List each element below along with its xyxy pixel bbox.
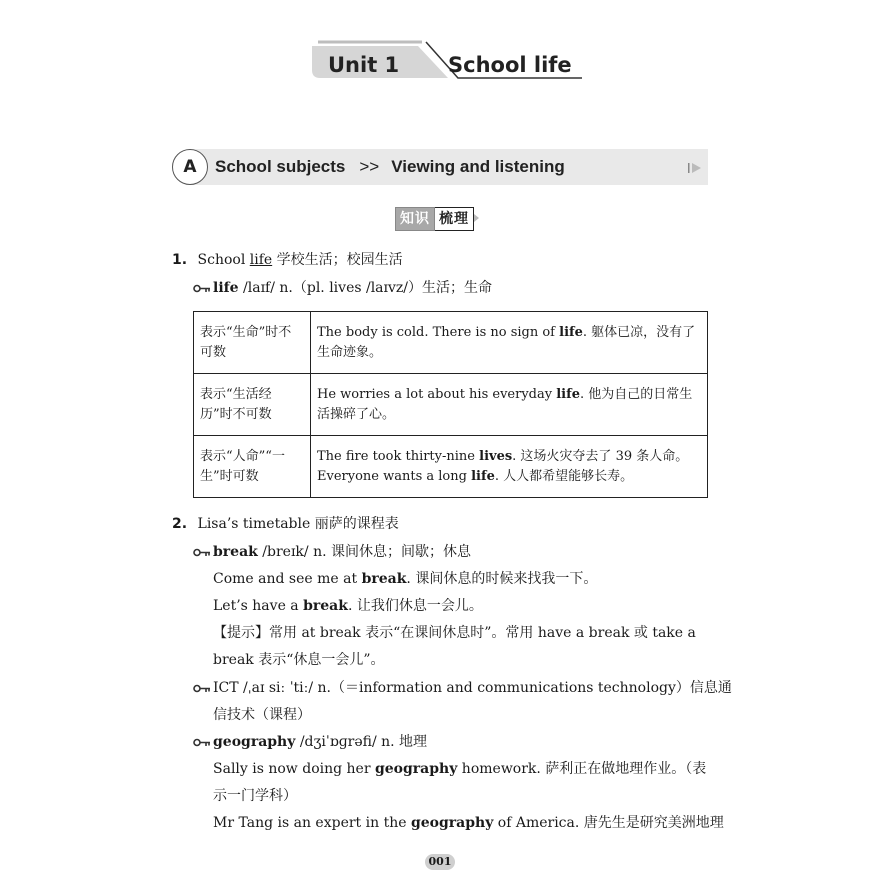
example-text: The body is cold. There is no sign of — [317, 324, 560, 340]
table-row — [194, 312, 708, 374]
example-keyword: geography — [410, 815, 494, 831]
example-text: Come and see me at — [213, 571, 362, 587]
table-row — [194, 436, 708, 498]
example-translation: of America. 唐先生是研究美洲地理 — [493, 815, 724, 831]
usage-table — [193, 311, 708, 498]
key-icon — [193, 548, 211, 557]
play-arrow-icon — [688, 162, 702, 174]
key-icon — [193, 284, 211, 293]
usage-cell: 表示“生命”时不可数 — [194, 312, 311, 374]
example-sentence — [213, 569, 597, 589]
example-text: He worries a lot about his everyday — [317, 386, 557, 402]
item-2-heading — [172, 514, 399, 534]
entry-definition: ICT /ˌaɪ siː ˈtiː/ n.（＝information and communications technology）信息通 — [213, 680, 732, 696]
key-icon — [193, 684, 211, 693]
page-number: 001 — [425, 854, 455, 870]
tip-line: break 表示“休息一会儿”。 — [213, 652, 385, 668]
usage-cell: 表示“人命”“一生”时可数 — [194, 436, 311, 498]
table-row — [194, 374, 708, 436]
section-title: School subjects — [215, 157, 346, 176]
item-title: Lisa’s timetable 丽萨的课程表 — [197, 516, 399, 532]
entry-life — [193, 278, 492, 298]
example-sentence — [213, 596, 483, 616]
item-phrase-cn: 学校生活；校园生活 — [272, 252, 403, 268]
example-translation: . 人人都希望能够长寿。 — [494, 468, 634, 484]
example-translation: . 他为自己的日常生活操碎了心。 — [317, 386, 693, 422]
usage-cell: 表示“生活经历”时不可数 — [194, 374, 311, 436]
unit-header — [310, 40, 585, 82]
example-translation: . 课间休息的时候来找我一下。 — [406, 571, 598, 587]
section-letter: A — [172, 149, 208, 185]
example-keyword: break — [361, 571, 407, 587]
item-number: 1. — [172, 252, 188, 268]
entry-break — [193, 542, 471, 562]
tip-line: 【提示】常用 at break 表示“在课间休息时”。常用 have a break 或 take a — [213, 625, 696, 641]
unit-title: School life — [448, 53, 572, 77]
knowledge-label-part1: 知识 — [395, 207, 435, 231]
example-text: Let’s have a — [213, 598, 304, 614]
item-phrase-key: life — [249, 252, 273, 268]
entry-word: geography — [213, 734, 296, 750]
example-keyword: lives — [479, 448, 513, 464]
example-text: The fire took thirty-nine — [317, 448, 480, 464]
entry-geography — [193, 732, 427, 752]
example-keyword: life — [559, 324, 583, 340]
entry-definition: /breɪk/ n. 课间休息；间歇；休息 — [257, 544, 471, 560]
example-translation: . 躯体已凉，没有了生命迹象。 — [317, 324, 696, 360]
example-sentence — [213, 759, 706, 779]
item-number: 2. — [172, 516, 188, 532]
entry-continuation: 信技术（课程） — [213, 707, 311, 723]
entry-word: break — [213, 544, 258, 560]
example-text: Everyone wants a long — [317, 468, 472, 484]
unit-number: Unit 1 — [328, 53, 400, 77]
entry-word: life — [213, 280, 239, 296]
example-translation: . 这场火灾夺去了 39 条人命。 — [512, 448, 689, 464]
section-subtitle: Viewing and listening — [391, 157, 565, 176]
example-keyword: geography — [374, 761, 458, 777]
example-translation: homework. 萨利正在做地理作业。（表 — [457, 761, 707, 777]
example-text: Mr Tang is an expert in the — [213, 815, 411, 831]
entry-ict — [193, 678, 732, 698]
example-cell — [311, 436, 708, 498]
entry-definition: /dʒiˈɒɡrəfi/ n. 地理 — [295, 734, 428, 750]
example-cell — [311, 312, 708, 374]
entry-definition: /laɪf/ n.（pl. lives /laɪvz/）生活；生命 — [238, 280, 493, 296]
example-translation: . 让我们休息一会儿。 — [347, 598, 483, 614]
example-keyword: break — [303, 598, 348, 614]
section-bar — [172, 149, 708, 185]
section-title-row — [215, 158, 565, 175]
example-sentence — [213, 813, 724, 833]
example-keyword: life — [556, 386, 580, 402]
item-phrase-pre: School — [197, 252, 250, 268]
example-continuation: 示一门学科） — [213, 788, 297, 804]
knowledge-label-part2: 梳理 — [435, 207, 474, 231]
example-cell — [311, 374, 708, 436]
label-tail-icon — [474, 214, 479, 222]
knowledge-summary-label — [395, 207, 479, 231]
item-1-heading — [172, 250, 403, 270]
example-keyword: life — [471, 468, 495, 484]
key-icon — [193, 738, 211, 747]
section-separator: >> — [359, 157, 380, 176]
example-text: Sally is now doing her — [213, 761, 375, 777]
